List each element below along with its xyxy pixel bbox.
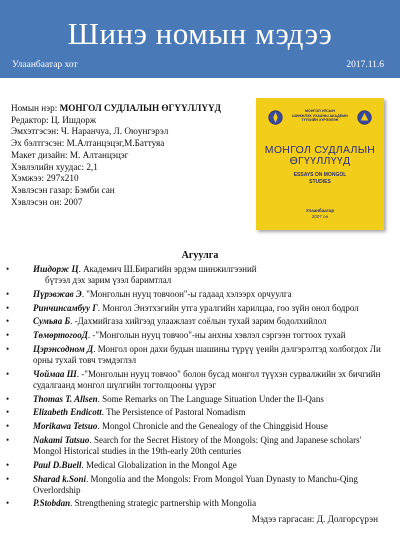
contents-item-author: P.Stobdan [33, 498, 71, 509]
contents-item-author: Ишдорж Ц [33, 264, 79, 274]
contents-item-text: . Монгол Энэтхэгийн утга уралгийн харилцаа, гоо зүйн онол бодрол [97, 302, 359, 313]
book-cover-image [256, 98, 384, 230]
bullet-icon: • [6, 407, 10, 418]
contents-item-text: . Монгол орон дахи будын шашины түрүү үеийн дэлгэрэлтэд холбогдох Ли [93, 343, 381, 354]
cover-subtitle-line: ESSAYS ON MONGOL [293, 172, 347, 178]
bullet-icon: • [6, 434, 10, 445]
cover-title-line: ӨГҮҮЛЛҮҮД [289, 155, 351, 167]
bullet-icon: • [6, 421, 10, 432]
bullet-icon: • [6, 473, 10, 484]
book-info-line [11, 173, 256, 185]
bullet-icon: • [6, 368, 10, 379]
issued-by-footer: Мэдээ гаргасан: Д. Долгорсүрэн [251, 514, 378, 524]
cover-institution-line: ШИНЖЛЭХ УХААНЫ АКАДЕМИ [292, 113, 348, 118]
contents-item-author: Morikawa Tetsuo [33, 421, 98, 432]
contents-item-author: Пүрэвжав Э [33, 288, 82, 299]
book-info-value: МОНГОЛ СУДЛАЛЫН ӨГҮҮЛЛҮҮД [59, 103, 221, 113]
contents-item [6, 330, 394, 341]
contents-item-author: Sharad k.Soni [33, 473, 87, 484]
contents-item-text: . -"Монголын нууц товчоо"-ны анхны хэвлэл сэргээн тогтоох тухай [87, 330, 346, 341]
book-info-line [11, 185, 256, 197]
location-label: Улаанбаатар хот [12, 60, 78, 70]
book-info-line [11, 197, 256, 209]
header-banner [0, 0, 400, 78]
contents-item [6, 407, 394, 418]
contents-item-author: Ринчинсамбуу Г [33, 302, 98, 313]
contents-item [6, 316, 394, 327]
institute-emblem-icon [357, 110, 372, 125]
newsletter-title: Шинэ номын мэдээ [67, 16, 333, 51]
contents-item-text: . "Монголын нууц товчоон"-ы гадаад хэлээрх орчуулга [81, 288, 292, 299]
contents-item [6, 369, 394, 391]
contents-item [6, 289, 394, 300]
contents-item-author: Thomas T. Allsen [33, 393, 98, 404]
bullet-icon: • [6, 393, 10, 404]
book-info-label: Эмхэтгэсэн: [11, 126, 61, 137]
contents-item-text: Mongol Historical studies in the 19th-early 20th centuries [33, 445, 242, 456]
cover-institution-line: ТҮҮХИЙН ХҮРЭЭЛЭН [301, 118, 339, 123]
contents-item-text: . -"Монголын нууц товчоо" болон бусад монгол түүхэн сурвалжийн эх бичгийн [76, 368, 381, 379]
contents-item-text: . Академич Ш.Бирагийн эрдэм шинжилгээний [78, 264, 257, 274]
book-info-value: 297х210 [46, 173, 79, 184]
cover-institution-line: МОНГОЛ УЛСЫН [305, 109, 335, 113]
contents-item-text: судалгаанд монгол шүлгийн тогтолцооны үүрэг [33, 379, 217, 390]
cover-city: Улаанбаатар [305, 208, 335, 213]
book-info-line [11, 150, 256, 162]
bullet-icon: • [6, 316, 10, 327]
contents-item-text: орны тухай товч тэмдэглэл [33, 354, 137, 365]
bullet-icon: • [6, 459, 10, 470]
contents-item [6, 435, 394, 457]
bullet-icon: • [6, 343, 10, 354]
contents-item [6, 498, 394, 509]
book-info-value: Ч. Наранчуа, Л. Оюунгэрэл [60, 126, 169, 137]
book-info-line [11, 115, 256, 127]
contents-item-text: . Mongol Chronicle and the Genealogy of the Chinggisid House [97, 421, 328, 432]
contents-item [6, 460, 394, 471]
contents-heading: Агуулга [181, 250, 219, 261]
book-info-value: Ц. Ишдорж [50, 114, 97, 125]
contents-item-text: бүтээл дэх зарим үзэл баримтлал [45, 275, 172, 285]
book-info-value: Бэмби сан [74, 184, 115, 195]
book-info-label: Редактор: [11, 114, 51, 125]
bullet-icon: • [6, 302, 10, 313]
book-info-value: М.Алтанцэцэг,М.Баттуяа [66, 138, 165, 149]
contents-item-author: ТөмөртогооД [33, 330, 88, 341]
contents-item [6, 303, 394, 314]
book-info-value: М. Алтанцэцэг [69, 149, 129, 160]
book-info-line [11, 126, 256, 138]
contents-item-author: Paul D.Buell [33, 459, 82, 470]
book-info-label: Эх бэлтгэсэн: [11, 138, 67, 149]
contents-item-text: . The Persistence of Pastoral Nomadism [101, 407, 246, 418]
contents-item-text: . -Дахмийгаза хийгээд улаажлазт соёлын тухай зарим бодолхийлол [70, 316, 327, 327]
contents-item-author: Elizabeth Endicott [33, 407, 102, 418]
book-info-line [11, 103, 256, 115]
book-info-value: 2,1 [86, 161, 98, 172]
book-info-label: Макет дизайн: [11, 149, 70, 160]
book-info-label: Хэвлэлийн хуудас: [11, 161, 87, 172]
cover-year: 2007 он [311, 214, 329, 219]
date-label: 2017.11.6 [346, 60, 384, 70]
contents-list [6, 264, 394, 512]
book-info-label: Хэвлэсэн газар: [11, 184, 75, 195]
academy-emblem-icon [268, 110, 283, 125]
contents-item-text: . Medical Globalization in the Mongol Age [81, 459, 237, 470]
book-info-block [11, 103, 256, 208]
contents-item [6, 421, 394, 432]
bullet-icon: • [6, 264, 10, 274]
contents-item-text: . Strengthening strategic partnership with Mongolia [70, 498, 257, 509]
contents-item-text: Overlordship [33, 484, 81, 495]
book-info-label: Номын нэр: [11, 103, 60, 113]
book-info-value: 2007 [64, 196, 83, 207]
bullet-icon: • [6, 498, 10, 509]
contents-item [6, 264, 394, 286]
cover-title-line: МОНГОЛ СУДЛАЛЫН [264, 144, 376, 156]
cover-subtitle [262, 172, 378, 185]
cover-subtitle-line: STUDIES [309, 178, 331, 185]
book-info-line [11, 138, 256, 150]
cover-institution [284, 109, 356, 123]
contents-item-author: Чоймаа Ш [33, 368, 77, 379]
bullet-icon: • [6, 288, 10, 299]
contents-item-text: . Some Remarks on The Language Situation Under the Il-Qans [97, 393, 324, 404]
contents-item-author: Сумьяа Б [33, 316, 71, 327]
book-info-label: Хэмжээ: [11, 173, 47, 184]
bullet-icon: • [6, 330, 10, 341]
contents-item-text: . Mongolia and the Mongols: From Mongol Yuan Dynasty to Manchu-Qing [86, 473, 358, 484]
book-info-line [11, 162, 256, 174]
contents-item [6, 474, 394, 496]
cover-title [262, 145, 378, 167]
contents-item-author: Цэрэнсодном Д [33, 343, 94, 354]
contents-item [6, 394, 394, 405]
contents-item [6, 344, 394, 366]
contents-item-text: . Search for the Secret History of the Mongols: Qing and Japanese scholars' [89, 434, 362, 445]
contents-item-author: Nakami Tatsuo [33, 434, 90, 445]
book-info-label: Хэвлэсэн он: [11, 196, 65, 207]
